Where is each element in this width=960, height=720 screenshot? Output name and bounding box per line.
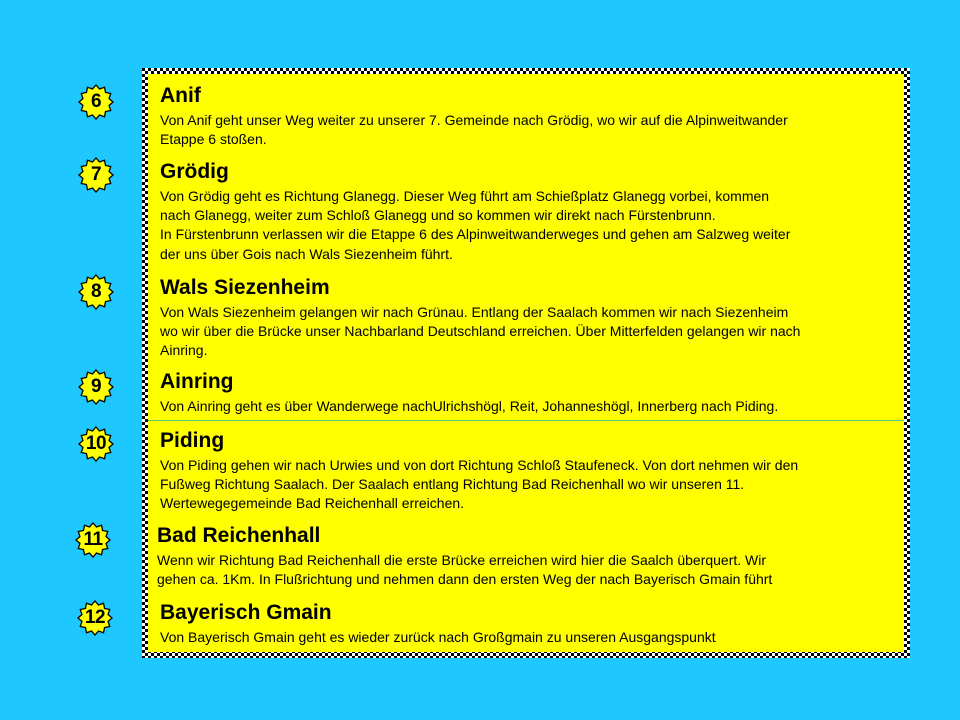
- section-divider: [148, 420, 904, 421]
- section-bad-reichenhall: [157, 523, 897, 589]
- section-title: Ainring: [160, 370, 234, 393]
- section-text: Von Grödig geht es Richtung Glanegg. Dieser Weg führt am Schießplatz Glanegg vorbei, kommen nach Glanegg, weiter zum Schloß Glanegg und so kommen wir direkt nach Fürstenbrunn. In Fürstenbrunn verlassen wir die Etappe 6 des Alpinweitwanderweges und gehen am Salzweg weiter der uns über Gois nach Wals Siezenheim führt.: [160, 188, 791, 262]
- badge-number: 9: [90, 376, 102, 397]
- starburst-badge-icon: [78, 369, 114, 405]
- starburst-badge-icon: [78, 426, 114, 462]
- section-text: Von Wals Siezenheim gelangen wir nach Grünau. Entlang der Saalach kommen wir nach Siezenheim wo wir über die Brücke unser Nachbarland Deutschland erreichen. Über Mitterfelden gelangen wir nach Ainring.: [160, 304, 801, 359]
- badge-number: 10: [85, 433, 107, 454]
- section-anif: [160, 83, 900, 149]
- section-text: Von Bayerisch Gmain geht es wieder zurück nach Großgmain zu unseren Ausgangspunkt: [160, 629, 716, 645]
- section-title: Piding: [160, 429, 225, 452]
- section-ainring: [160, 369, 900, 416]
- badge-number: 7: [90, 164, 102, 185]
- section-title: Bad Reichenhall: [157, 524, 321, 547]
- badge-number: 6: [90, 91, 102, 112]
- starburst-badge-icon: [78, 84, 114, 120]
- section-title: Wals Siezenheim: [160, 276, 330, 299]
- starburst-badge-icon: [78, 157, 114, 193]
- section-text: Von Piding gehen wir nach Urwies und von dort Richtung Schloß Staufeneck. Von dort nehmen wir den Fußweg Richtung Saalach. Der Saalach entlang Richtung Bad Reichenhall wo wir unseren 11. Wertewegegemeinde Bad Reichenhall erreichen.: [160, 457, 799, 512]
- badge-number: 12: [84, 607, 106, 628]
- section-title: Anif: [160, 84, 201, 107]
- badge-number: 11: [83, 529, 103, 550]
- badge-number: 8: [90, 281, 102, 302]
- section-bayerisch-gmain: [160, 600, 900, 647]
- section-groedig: [160, 159, 900, 264]
- section-text: Von Ainring geht es über Wanderwege nachUlrichshögl, Reit, Johanneshögl, Innerberg nach Piding.: [160, 398, 779, 414]
- section-text: Von Anif geht unser Weg weiter zu unserer 7. Gemeinde nach Grödig, wo wir auf die Alpinweitwander Etappe 6 stoßen.: [160, 112, 788, 148]
- starburst-badge-icon: [78, 274, 114, 310]
- starburst-badge-icon: [75, 522, 111, 558]
- section-title: Grödig: [160, 160, 229, 183]
- section-title: Bayerisch Gmain: [160, 601, 332, 624]
- section-piding: [160, 428, 900, 514]
- section-wals-siezenheim: [160, 275, 900, 361]
- starburst-badge-icon: [77, 600, 113, 636]
- section-text: Wenn wir Richtung Bad Reichenhall die erste Brücke erreichen wird hier die Saalch überquert. Wir gehen ca. 1Km. In Flußrichtung und nehmen dann den ersten Weg der nach Bayerisch Gmain führt: [157, 552, 773, 588]
